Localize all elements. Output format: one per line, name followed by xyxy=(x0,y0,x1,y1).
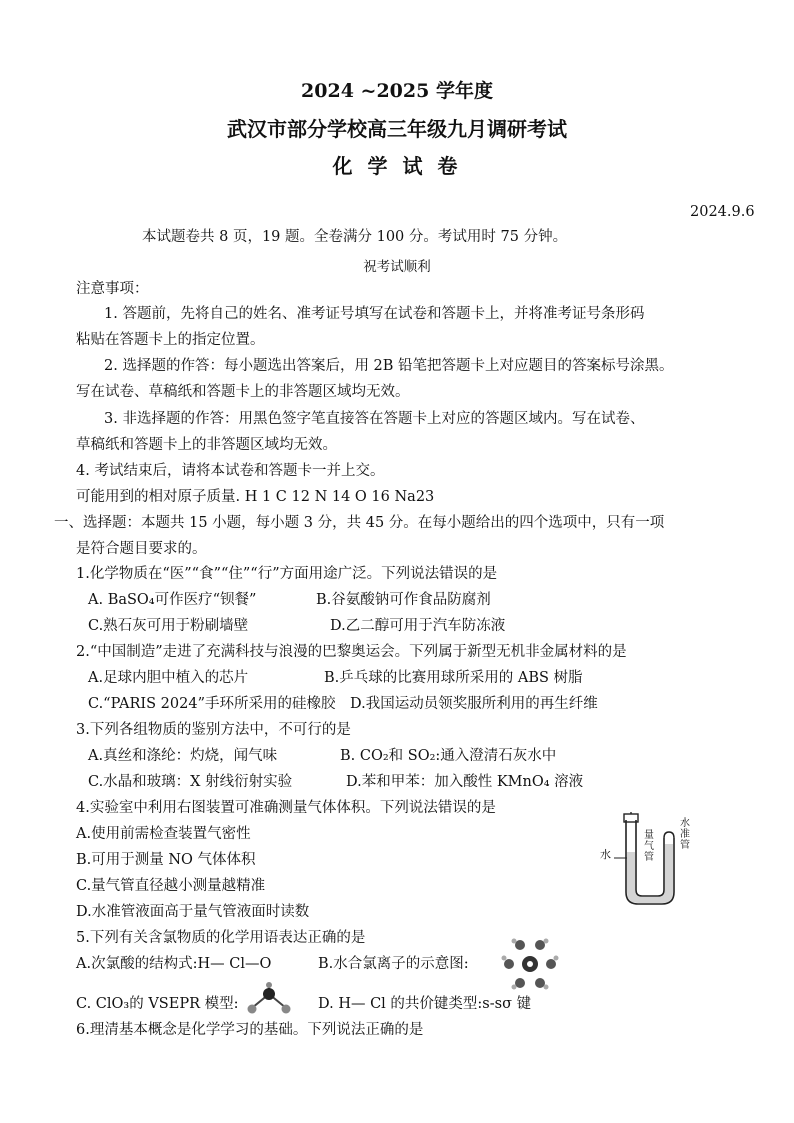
exam-date: 2024.9.6 xyxy=(690,204,755,220)
q2-option-d: D.我国运动员领奖服所利用的再生纤维 xyxy=(350,696,598,712)
figure-label-level: 水准管 xyxy=(680,818,690,851)
q5-stem: 5.下列有关含氯物质的化学用语表达正确的是 xyxy=(76,930,366,946)
q3-option-c: C.水晶和玻璃：X 射线衍射实验 xyxy=(88,774,293,790)
section-title-b: 是符合题目要求的。 xyxy=(76,541,207,557)
notice-item-3b: 草稿纸和答题卡上的非答题区域均无效。 xyxy=(76,437,337,453)
q2-stem: 2.“中国制造”走进了充满科技与浪漫的巴黎奥运会。下列属于新型无机非金属材料的是 xyxy=(76,644,627,660)
vsepr-model-drawing xyxy=(244,982,294,1016)
exam-subject: 化 学 试 卷 xyxy=(332,154,462,178)
exam-wish: 祝考试顺利 xyxy=(363,259,431,275)
notice-item-2b: 写在试卷、草稿纸和答题卡上的非答题区域均无效。 xyxy=(76,384,410,400)
q3-option-d: D.苯和甲苯：加入酸性 KMnO₄ 溶液 xyxy=(346,774,584,790)
q3-stem: 3.下列各组物质的鉴别方法中，不可行的是 xyxy=(76,722,351,738)
exam-title: 武汉市部分学校高三年级九月调研考试 xyxy=(227,117,567,141)
exam-summary: 本试题卷共 8 页，19 题。全卷满分 100 分。考试用时 75 分钟。 xyxy=(142,229,568,245)
gas-burette-figure xyxy=(600,812,720,912)
q6-stem: 6.理清基本概念是化学学习的基础。下列说法正确的是 xyxy=(76,1022,424,1038)
q4-option-d: D.水准管液面高于量气管液面时读数 xyxy=(76,904,310,920)
q1-option-b: B.谷氨酸钠可作食品防腐剂 xyxy=(316,592,491,608)
q4-option-c: C.量气管直径越小测量越精准 xyxy=(76,878,266,894)
q3-option-a: A.真丝和涤纶：灼烧，闻气味 xyxy=(88,748,278,764)
hydrated-chloride-figure xyxy=(500,936,560,992)
q1-option-d: D.乙二醇可用于汽车防冻液 xyxy=(330,618,506,634)
hydrated-chloride-drawing xyxy=(500,936,560,992)
q1-stem: 1.化学物质在“医”“食”“住”“行”方面用途广泛。下列说法错误的是 xyxy=(76,566,498,582)
notice-item-1b: 粘贴在答题卡上的指定位置。 xyxy=(76,332,265,348)
q2-option-b: B.乒乓球的比赛用球所采用的 ABS 树脂 xyxy=(324,670,583,686)
q1-option-c: C.熟石灰可用于粉刷墙壁 xyxy=(88,618,249,634)
q4-option-a: A.使用前需检查装置气密性 xyxy=(76,826,251,842)
q2-option-a: A.足球内胆中植入的芯片 xyxy=(88,670,249,686)
notice-title: 注意事项： xyxy=(76,281,149,297)
section-title-a: 一、选择题：本题共 15 小题，每小题 3 分，共 45 分。在每小题给出的四个选项中，只有一项 xyxy=(54,515,665,531)
figure-label-tube: 量气管 xyxy=(644,830,654,863)
exam-year: 2024 ~2025 学年度 xyxy=(301,80,493,102)
vsepr-model-figure xyxy=(244,982,294,1016)
q4-option-b: B.可用于测量 NO 气体体积 xyxy=(76,852,256,868)
q4-stem: 4.实验室中利用右图装置可准确测量气体体积。下列说法错误的是 xyxy=(76,800,496,816)
atomic-masses: 可能用到的相对原子质量. H 1 C 12 N 14 O 16 Na23 xyxy=(76,489,435,505)
figure-label-water: 水 xyxy=(600,848,611,861)
q2-option-c: C.“PARIS 2024”手环所采用的硅橡胶 xyxy=(88,696,336,712)
notice-item-1a: 1. 答题前，先将自己的姓名、准考证号填写在试卷和答题卡上，并将准考证号条形码 xyxy=(104,306,645,322)
q3-option-b: B. CO₂和 SO₂:通入澄清石灰水中 xyxy=(340,748,557,764)
q5-option-d: D. H— Cl 的共价键类型:s-sσ 键 xyxy=(318,996,532,1012)
q5-option-a: A.次氯酸的结构式:H— Cl—O xyxy=(76,956,272,972)
q1-option-a: A. BaSO₄可作医疗“钡餐” xyxy=(88,592,257,608)
gas-burette-drawing xyxy=(600,812,720,912)
notice-item-2a: 2. 选择题的作答：每小题选出答案后，用 2B 铅笔把答题卡上对应题目的答案标号涂黑。 xyxy=(104,358,674,374)
q5-option-b: B.水合氯离子的示意图: xyxy=(318,956,469,972)
notice-item-4: 4. 考试结束后，请将本试卷和答题卡一并上交。 xyxy=(76,463,385,479)
notice-item-3a: 3. 非选择题的作答：用黑色签字笔直接答在答题卡上对应的答题区域内。写在试卷、 xyxy=(104,411,645,427)
q5-option-c: C. ClO₃的 VSEPR 模型: xyxy=(76,996,239,1012)
